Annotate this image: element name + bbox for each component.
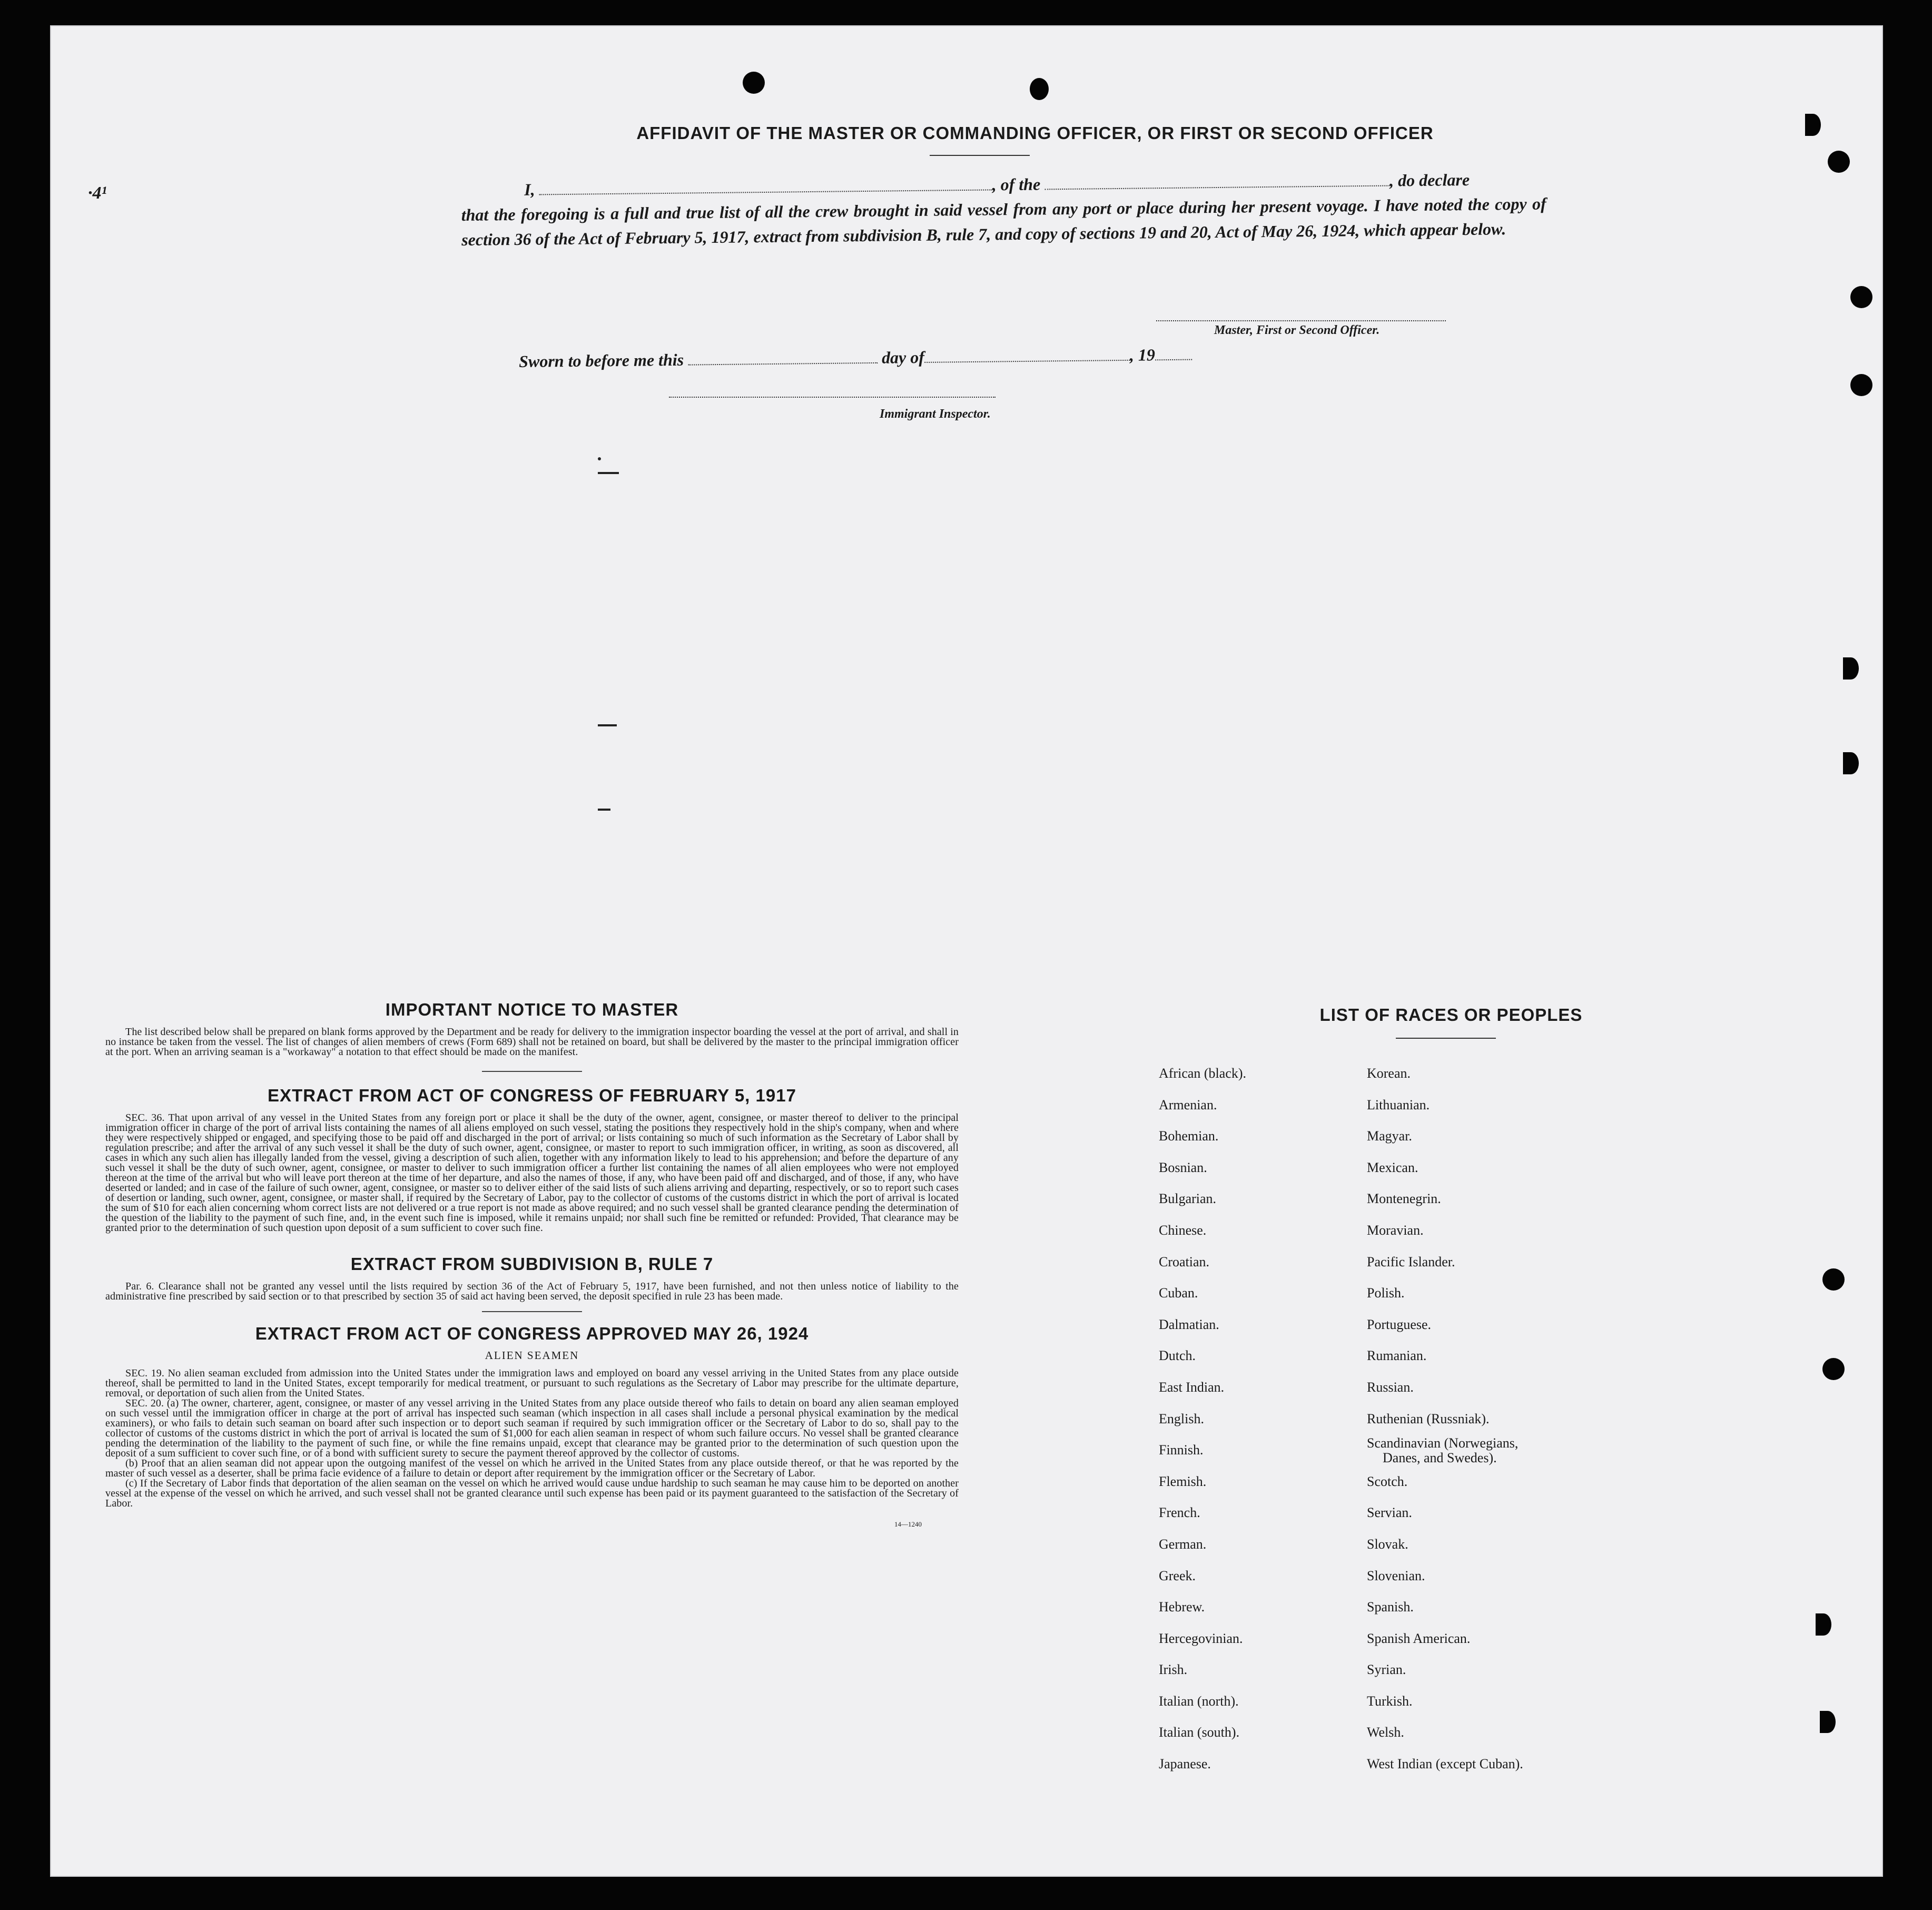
race-item-line: Danes, and Swedes). <box>1383 1450 1497 1466</box>
race-item: Scotch. <box>1367 1473 1408 1489</box>
ink-speck <box>598 724 617 726</box>
sworn-day-label: day of <box>881 347 925 367</box>
race-item: Cuban. <box>1159 1285 1198 1301</box>
race-item: East Indian. <box>1159 1379 1225 1395</box>
punch-hole <box>1030 78 1049 100</box>
race-item: Chinese. <box>1159 1222 1207 1238</box>
sworn-day-field[interactable] <box>688 349 878 366</box>
punch-hole <box>743 72 765 94</box>
races-column-right <box>1367 1058 1523 1780</box>
declare-label: , do declare <box>1389 170 1470 190</box>
punch-hole <box>1822 1358 1845 1380</box>
notice-title: IMPORTANT NOTICE TO MASTER <box>385 1000 679 1019</box>
master-signature-line[interactable] <box>1156 320 1446 321</box>
sec20a-text: SEC. 20. (a) The owner, charterer, agent, consignee, or master of any vessel arriving in the United States from any place outside thereof who fails to detain on board any alien seaman employed on such vessel until the immigration officer in charge at the port of arrival has inspected such seaman (which inspection in all cases shall include a personal physical examination by the medical examiners), or who fails to detain such seaman on board after such inspection or to deport such seaman if required by such immigration officer or the Secretary of Labor to do so, shall pay to the collector of customs of the customs district in which the port of arrival is located the sum of $1,000 for each alien seaman in respect of whom such failure occurs. No vessel shall be granted clearance pending the determination of the liability to the payment of such fine, or while the fine remains unpaid, except that clearance may be granted prior to the determination of such question upon the deposit of a sum sufficient to cover such fine, or of a bond with sufficient surety to secure the payment thereof approved by the collector of customs. <box>105 1397 959 1459</box>
race-item: English. <box>1159 1411 1204 1426</box>
margin-mark: ·4¹ <box>88 183 107 203</box>
form-page <box>50 25 1883 1877</box>
races-list <box>1148 1005 1754 1772</box>
race-item: Magyar. <box>1367 1128 1412 1144</box>
race-item: Portuguese. <box>1367 1316 1432 1332</box>
inspector-label: Immigrant Inspector. <box>880 407 991 421</box>
sec19-text: SEC. 19. No alien seaman excluded from admission into the United States under the immigration laws and employed on board any vessel arriving in the United States from any place outside thereof, shall be permitted to land in the United States, except temporarily for medical treatment, or pursuant to such regulations as the Secretary of Labor may prescribe for the ultimate departure, removal, or deportation of such alien from the United States. <box>105 1367 959 1399</box>
race-item: Servian. <box>1367 1505 1412 1521</box>
race-item: Hebrew. <box>1159 1599 1205 1615</box>
master-signature-label: Master, First or Second Officer. <box>1214 323 1380 337</box>
extract-rule7-title: EXTRACT FROM SUBDIVISION B, RULE 7 <box>350 1254 714 1274</box>
race-item: Croatian. <box>1159 1254 1210 1269</box>
punch-hole <box>1843 657 1859 680</box>
race-item: Spanish. <box>1367 1599 1414 1615</box>
punch-hole <box>1850 374 1872 396</box>
sec20c-text: (c) If the Secretary of Labor finds that deportation of the alien seaman on the vessel on which he arrived would cause undue hardship to such seaman he may cause him to be deported on another vessel at the expense of the vessel on which he arrived, and such vessel shall not be granted clearance until such expense has been paid or its payment guaranteed to the satisfaction of the Secretary of Labor. <box>105 1478 959 1509</box>
race-item: Russian. <box>1367 1379 1414 1395</box>
declarant-label: I, <box>524 180 535 199</box>
race-item: Dutch. <box>1159 1348 1196 1364</box>
sworn-prefix: Sworn to before me this <box>519 350 684 371</box>
ink-speck <box>598 457 601 460</box>
race-item: Korean. <box>1367 1066 1411 1081</box>
race-item: Finnish. <box>1159 1442 1204 1458</box>
extract-1917-text: SEC. 36. That upon arrival of any vessel in the United States from any foreign port or place it shall be the duty of the owner, agent, consignee, or master thereof to deliver to the principal immigration officer in charge of the port of arrival lists containing the names of all aliens employed on such vessel, stating the positions they respectively hold in the ship's company, when and where they were respectively shipped or engaged, and specifying those to be paid off and discharged in the port of arrival; or lists containing so much of such information as the Secretary of Labor shall by regulation prescribe; and after the arrival of any such vessel it shall be the duty of such owner, agent, consignee, or master to report to such immigration officer, in writing, as soon as discovered, all cases in which any such alien has illegally landed from the vessel, giving a description of such alien, together with any information likely to lead to his apprehension; and before the departure of any such vessel it shall be the duty of such owner, agent, consignee, or master to deliver to such immigration officer a further list containing the names of all alien employees who were not employed thereon at the time of the arrival but who will leave port thereon at the time of her departure, and also the names of those, if any, who have been paid off and discharged, and of those, if any, who have deserted or landed; and in case of the failure of such owner, agent, consignee, or master so to deliver either of the said lists of such aliens arriving and departing, respectively, or so to report such cases of desertion or landing, such owner, agent, consignee, or master shall, if required by the Secretary of Labor, pay to the collector of customs of the customs district in which the port of arrival is located the sum of $10 for each alien concerning whom correct lists are not delivered or a true report is not made as above required; and no such vessel shall be granted clearance pending the determination of the question of the liability to the payment of such fine, and, in the event such fine is imposed, while it remains unpaid; nor shall such fine be remitted or refunded: Provided, That clearance may be granted prior to the determination of such question upon deposit of a sum sufficient to cover such fine. <box>105 1112 959 1234</box>
race-item: Dalmatian. <box>1159 1316 1219 1332</box>
race-item: Mexican. <box>1367 1159 1418 1175</box>
form-number: 14—1240 <box>894 1520 922 1528</box>
race-item: Italian (north). <box>1159 1693 1239 1709</box>
race-item: Slovak. <box>1367 1536 1408 1552</box>
declaration-text: that the foregoing is a full and true list of all the crew brought in said vessel from any port or place during her present voyage. I have noted the copy of section 36 of the Act of February 5, 1917, extract from subdivision B, rule 7, and copy of sections 19 and 20, Act of May 26, 1924, which appear below. <box>461 194 1546 249</box>
sworn-month-field[interactable] <box>924 346 1130 363</box>
race-item: Rumanian. <box>1367 1348 1427 1364</box>
race-item: African (black). <box>1159 1066 1247 1081</box>
sworn-year-field[interactable] <box>1155 346 1192 361</box>
race-item: West Indian (except Cuban). <box>1367 1756 1523 1772</box>
affidavit-title: AFFIDAVIT OF THE MASTER OR COMMANDING OFFICER, OR FIRST OR SECOND OFFICER <box>636 123 1434 143</box>
extract-rule7-text: Par. 6. Clearance shall not be granted any vessel until the lists required by section 36 of the Act of February 5, 1917, have been furnished, and not then unless notice of liability to the administrative fine prescribed by said section or to that prescribed by section 35 of said act having been served, the deposit specified in rule 23 has been made. <box>105 1281 959 1302</box>
punch-hole <box>1816 1613 1831 1636</box>
ink-speck <box>598 809 610 811</box>
race-item: Pacific Islander. <box>1367 1254 1455 1269</box>
races-column-left <box>1159 1058 1246 1780</box>
vessel-name-field[interactable] <box>1044 172 1389 190</box>
race-item: Montenegrin. <box>1367 1191 1441 1207</box>
race-item: Hercegovinian. <box>1159 1630 1243 1646</box>
race-item: Bosnian. <box>1159 1159 1207 1175</box>
race-item: Ruthenian (Russniak). <box>1367 1411 1490 1426</box>
vessel-label: , of the <box>992 174 1041 194</box>
races-title: LIST OF RACES OR PEOPLES <box>1319 1005 1583 1025</box>
race-item-multiline <box>1367 1434 1523 1466</box>
punch-hole <box>1822 1268 1845 1291</box>
race-item: Irish. <box>1159 1662 1188 1678</box>
punch-hole <box>1820 1711 1836 1733</box>
race-item: Spanish American. <box>1367 1630 1471 1646</box>
alien-seamen-subtitle: ALIEN SEAMEN <box>485 1349 579 1362</box>
race-item: Polish. <box>1367 1285 1405 1301</box>
punch-hole <box>1850 286 1872 308</box>
notice-text: The list described below shall be prepared on blank forms approved by the Department and be ready for delivery to the immigration inspector boarding the vessel at the port of arrival, and shall in no instance be taken from the vessel. The list of changes of alien members of crews (Form 689) shall not be retained on board, but shall be delivered by the master to the principal immigration officer at the port. When an arriving seaman is a "workaway" a notation to that effect should be made on the manifest. <box>105 1026 959 1058</box>
race-item: German. <box>1159 1536 1207 1552</box>
race-item: Welsh. <box>1367 1725 1404 1740</box>
sworn-year-label: , 19 <box>1129 345 1156 365</box>
declarant-name-field[interactable] <box>539 175 992 195</box>
race-item: Japanese. <box>1159 1756 1211 1772</box>
race-item: Bohemian. <box>1159 1128 1219 1144</box>
inspector-signature-line[interactable] <box>669 397 995 398</box>
extract-1917-title: EXTRACT FROM ACT OF CONGRESS OF FEBRUARY 5, 1917 <box>268 1086 796 1105</box>
race-item: Armenian. <box>1159 1097 1217 1112</box>
ink-speck <box>598 472 619 474</box>
race-item: Moravian. <box>1367 1222 1424 1238</box>
affidavit-declaration <box>461 166 1546 252</box>
section-divider <box>482 1071 582 1072</box>
punch-hole <box>1843 752 1859 774</box>
race-item: Syrian. <box>1367 1662 1406 1678</box>
race-item: Turkish. <box>1367 1693 1413 1709</box>
race-item: Slovenian. <box>1367 1568 1425 1583</box>
race-item: Greek. <box>1159 1568 1196 1583</box>
legal-notices <box>105 1000 959 1529</box>
race-item: Italian (south). <box>1159 1725 1240 1740</box>
race-item: Flemish. <box>1159 1473 1207 1489</box>
sworn-statement <box>519 345 1192 371</box>
section-divider <box>482 1311 582 1312</box>
title-underline <box>930 155 1030 156</box>
races-title-underline <box>1396 1038 1496 1039</box>
race-item-line: Scandinavian (Norwegians, <box>1367 1435 1519 1451</box>
sec20b-text: (b) Proof that an alien seaman did not appear upon the outgoing manifest of the vessel on which he arrived in the United States from any place outside thereof, or that he was reported by the master of such vessel as a deserter, shall be prima facie evidence of a failure to detain or deport after requirement by the immigration officer or the Secretary of Labor. <box>105 1458 959 1479</box>
punch-hole <box>1828 151 1850 173</box>
race-item: French. <box>1159 1505 1200 1521</box>
race-item: Lithuanian. <box>1367 1097 1430 1112</box>
race-item: Bulgarian. <box>1159 1191 1217 1207</box>
extract-1924-title: EXTRACT FROM ACT OF CONGRESS APPROVED MAY 26, 1924 <box>255 1324 809 1343</box>
